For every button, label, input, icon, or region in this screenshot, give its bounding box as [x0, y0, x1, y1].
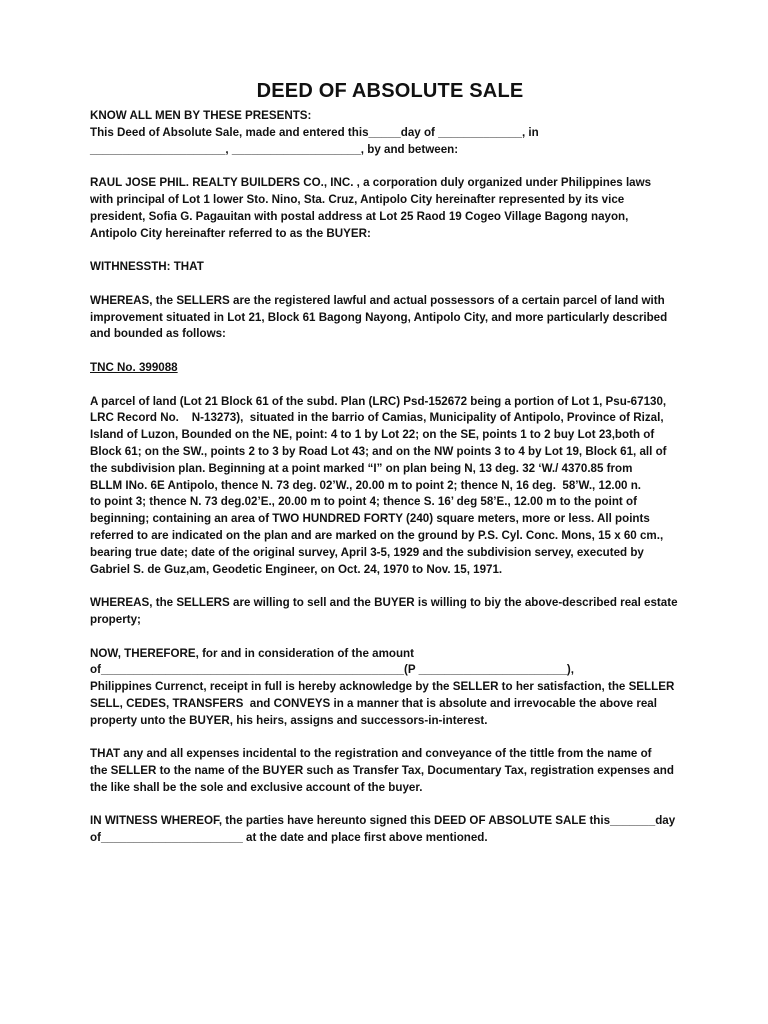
text-line: the SELLER to the name of the BUYER such as Transfer Tax, Documentary Tax, registration expenses and — [90, 764, 674, 778]
intro-paragraph — [90, 125, 690, 159]
text-line: NOW, THEREFORE, for and in consideration of the amount — [90, 646, 414, 660]
whereas-paragraph-1 — [90, 293, 690, 343]
text-line: SELL, CEDES, TRANSFERS and CONVEYS in a manner that is absolute and irrevocable the above real — [90, 696, 657, 710]
document-body — [90, 78, 690, 864]
witnesseth-paragraph — [90, 259, 690, 276]
text-line: WHEREAS, the SELLERS are willing to sell and the BUYER is willing to biy the above-described real estate — [90, 596, 678, 610]
text-line: A parcel of land (Lot 21 Block 61 of the subd. Plan (LRC) Psd-152672 being a portion of Lot 1, Psu-67130, — [90, 394, 667, 408]
text-line: Philippines Currenct, receipt in full is hereby acknowledge by the SELLER to her satisfaction, the SELLER — [90, 680, 675, 694]
text-line: _____________________, ____________________, by and between: — [90, 142, 459, 156]
parcel-description — [90, 394, 690, 579]
heading — [90, 108, 690, 125]
witness-whereof-paragraph — [90, 813, 690, 847]
tnc-paragraph — [90, 360, 690, 377]
buyer-paragraph — [90, 175, 690, 242]
text-line: beginning; containing an area of TWO HUNDRED FORTY (240) square meters, more or less. All points — [90, 512, 650, 526]
text-line: improvement situated in Lot 21, Block 61 Bagong Nayong, Antipolo City, and more particularly described — [90, 310, 668, 324]
text-line: property; — [90, 612, 141, 626]
consideration-paragraph — [90, 646, 690, 730]
expenses-paragraph — [90, 746, 690, 796]
text-line: Island of Luzon, Bounded on the NE, point: 4 to 1 by Lot 22; on the SE, points 1 to 2 buy Lot 23,both of — [90, 428, 655, 442]
text-line: IN WITNESS WHEREOF, the parties have hereunto signed this DEED OF ABSOLUTE SALE this_______day — [90, 814, 676, 828]
text-line: property unto the BUYER, his heirs, assigns and successors-in-interest. — [90, 713, 488, 727]
tnc-number: TNC No. 399088 — [90, 360, 178, 374]
text-line: president, Sofia G. Pagauitan with postal address at Lot 25 Raod 19 Cogeo Village Bagong nayon, — [90, 209, 629, 223]
text-line: RAUL JOSE PHIL. REALTY BUILDERS CO., INC. , a corporation duly organized under Philippines laws — [90, 176, 652, 190]
text-line: Antipolo City hereinafter referred to as the BUYER: — [90, 226, 371, 240]
text-line: referred to are indicated on the plan and are marked on the ground by P.S. Cyl. Conc. Mons, 15 x 60 cm., — [90, 528, 664, 542]
text-line: Gabriel S. de Guz,am, Geodetic Engineer, on Oct. 24, 1970 to Nov. 15, 1971. — [90, 562, 503, 576]
text-line: BLLM INo. 6E Antipolo, thence N. 73 deg. 02’W., 20.00 m to point 2; thence N, 16 deg. 58’W., 12.00 n. — [90, 478, 642, 492]
text-line: with principal of Lot 1 lower Sto. Nino, Sta. Cruz, Antipolo City hereinafter represented by its vice — [90, 192, 625, 206]
text-line: to point 3; thence N. 73 deg.02’E., 20.00 m to point 4; thence S. 16’ deg 58’E., 12.00 m to the point of — [90, 495, 637, 509]
text-line: Block 61; on the SW., points 2 to 3 by Road Lot 43; and on the NW points 3 to 4 by Lot 19, Block 61, all of — [90, 444, 667, 458]
heading-line: KNOW ALL MEN BY THESE PRESENTS: — [90, 109, 312, 122]
text-line: WHEREAS, the SELLERS are the registered lawful and actual possessors of a certain parcel of land with — [90, 293, 665, 307]
text-line: LRC Record No. N-13273), situated in the barrio of Camias, Municipality of Antipolo, Province of Rizal, — [90, 411, 664, 425]
text-line: This Deed of Absolute Sale, made and entered this_____day of _____________, in — [90, 125, 539, 139]
document-title: DEED OF ABSOLUTE SALE — [256, 80, 524, 102]
text-line: of______________________ at the date and place first above mentioned. — [90, 831, 488, 845]
text-line: THAT any and all expenses incidental to the registration and conveyance of the tittle from the name of — [90, 747, 652, 761]
text-line: and bounded as follows: — [90, 327, 226, 341]
whereas-paragraph-2 — [90, 595, 690, 629]
text-line: of_______________________________________________(P _______________________), — [90, 663, 574, 677]
text-line: WITHNESSTH: THAT — [90, 260, 204, 274]
text-line: bearing true date; date of the original survey, April 3-5, 1929 and the subdivision servey, executed by — [90, 545, 644, 559]
text-line: the subdivision plan. Beginning at a point marked “I” on plan being N, 13 deg. 32 ‘W./ 4370.85 from — [90, 461, 633, 475]
text-line: the like shall be the sole and exclusive account of the buyer. — [90, 780, 423, 794]
